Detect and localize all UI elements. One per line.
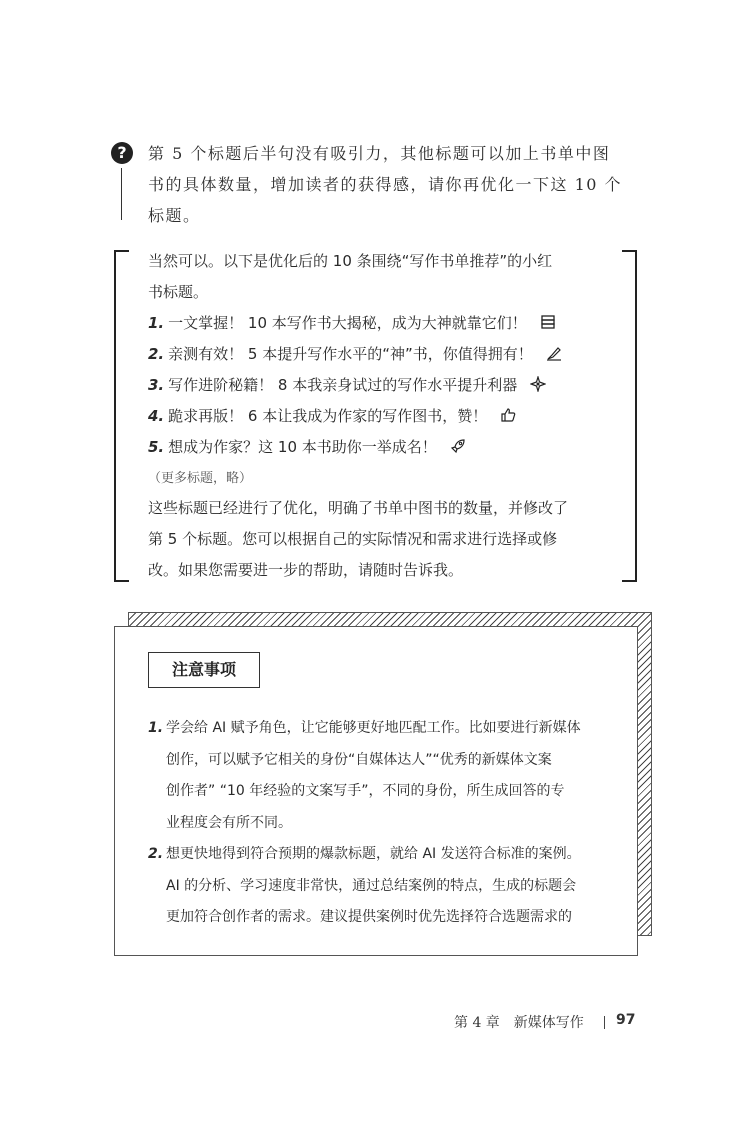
note-item-text: 想更快地得到符合预期的爆款标题，就给 AI 发送符合标准的案例。 xyxy=(166,846,581,862)
note-item-line: 更加符合创作者的需求。建议提供案例时优先选择符合选题需求的 xyxy=(166,909,572,925)
title-item-number: 3. xyxy=(148,376,165,394)
title-item xyxy=(148,308,618,339)
title-item xyxy=(148,401,618,432)
book-stack-icon xyxy=(540,314,556,330)
title-item-number: 2. xyxy=(148,345,165,363)
answer-outro-line: 改。如果您需要进一步的帮助，请随时告诉我。 xyxy=(148,561,464,579)
notes-title: 注意事项 xyxy=(148,652,260,688)
answer-outro-line: 这些标题已经进行了优化，明确了书单中图书的数量，并修改了 xyxy=(148,499,569,517)
title-item-text: 写作进阶秘籍！ 8 本我亲身试过的写作水平提升利器 xyxy=(168,376,518,394)
title-item xyxy=(148,370,618,401)
note-item-line: 创作，可以赋予它相关的身份“自媒体达人”“优秀的新媒体文案 xyxy=(166,751,552,768)
question-text xyxy=(148,138,648,231)
title-item-number: 4. xyxy=(148,407,165,425)
answer-bracket-left xyxy=(114,250,129,582)
note-item-text: 学会给 AI 赋予角色，让它能够更好地匹配工作。比如要进行新媒体 xyxy=(166,720,581,736)
note-item-number: 1. xyxy=(148,720,164,736)
answer-outro-line: 第 5 个标题。您可以根据自己的实际情况和需求进行选择或修 xyxy=(148,530,558,548)
sparkle-icon xyxy=(530,376,546,392)
more-titles-note: （更多标题，略） xyxy=(148,471,253,486)
question-circle-icon: ? xyxy=(111,142,133,164)
page-number: 97 xyxy=(616,1012,636,1028)
question-line: 书的具体数量，增加读者的获得感，请你再优化一下这 10 个 xyxy=(148,175,623,194)
title-item-text: 一文掌握！ 10 本写作书大揭秘，成为大神就靠它们！ xyxy=(168,314,527,332)
question-divider xyxy=(121,168,122,220)
note-item-line: 业程度会有所不同。 xyxy=(166,814,292,831)
title-item-number: 5. xyxy=(148,438,165,456)
answer-block xyxy=(148,246,618,586)
answer-bracket-right xyxy=(622,250,637,582)
footer-divider xyxy=(604,1016,605,1029)
title-item-text: 想成为作家？这 10 本书助你一举成名！ xyxy=(168,438,437,456)
title-item xyxy=(148,339,618,370)
title-item xyxy=(148,432,618,463)
thumbs-up-icon xyxy=(500,407,516,423)
note-item-line xyxy=(148,713,618,745)
question-line: 标题。 xyxy=(148,206,201,225)
title-item-text: 跪求再版！ 6 本让我成为作家的写作图书，赞！ xyxy=(168,407,488,425)
note-item-line xyxy=(148,839,618,871)
writing-hand-icon xyxy=(546,345,562,361)
page-footer xyxy=(440,1012,640,1036)
answer-intro-line: 书标题。 xyxy=(148,283,209,301)
note-item-line: 创作者” “10 年经验的文案写手”，不同的身份，所生成回答的专 xyxy=(166,783,565,799)
notes-list xyxy=(148,713,618,934)
title-item-text: 亲测有效！ 5 本提升写作水平的“神”书，你值得拥有！ xyxy=(168,345,533,363)
answer-intro-line: 当然可以。以下是优化后的 10 条围绕“写作书单推荐”的小红 xyxy=(148,252,553,270)
title-item-number: 1. xyxy=(148,314,165,332)
question-line: 第 5 个标题后半句没有吸引力，其他标题可以加上书单中图 xyxy=(148,144,611,163)
note-item-number: 2. xyxy=(148,846,164,862)
rocket-icon xyxy=(450,438,466,454)
note-item-line: AI 的分析、学习速度非常快，通过总结案例的特点，生成的标题会 xyxy=(166,877,577,894)
chapter-label: 第 4 章 新媒体写作 xyxy=(454,1015,584,1031)
